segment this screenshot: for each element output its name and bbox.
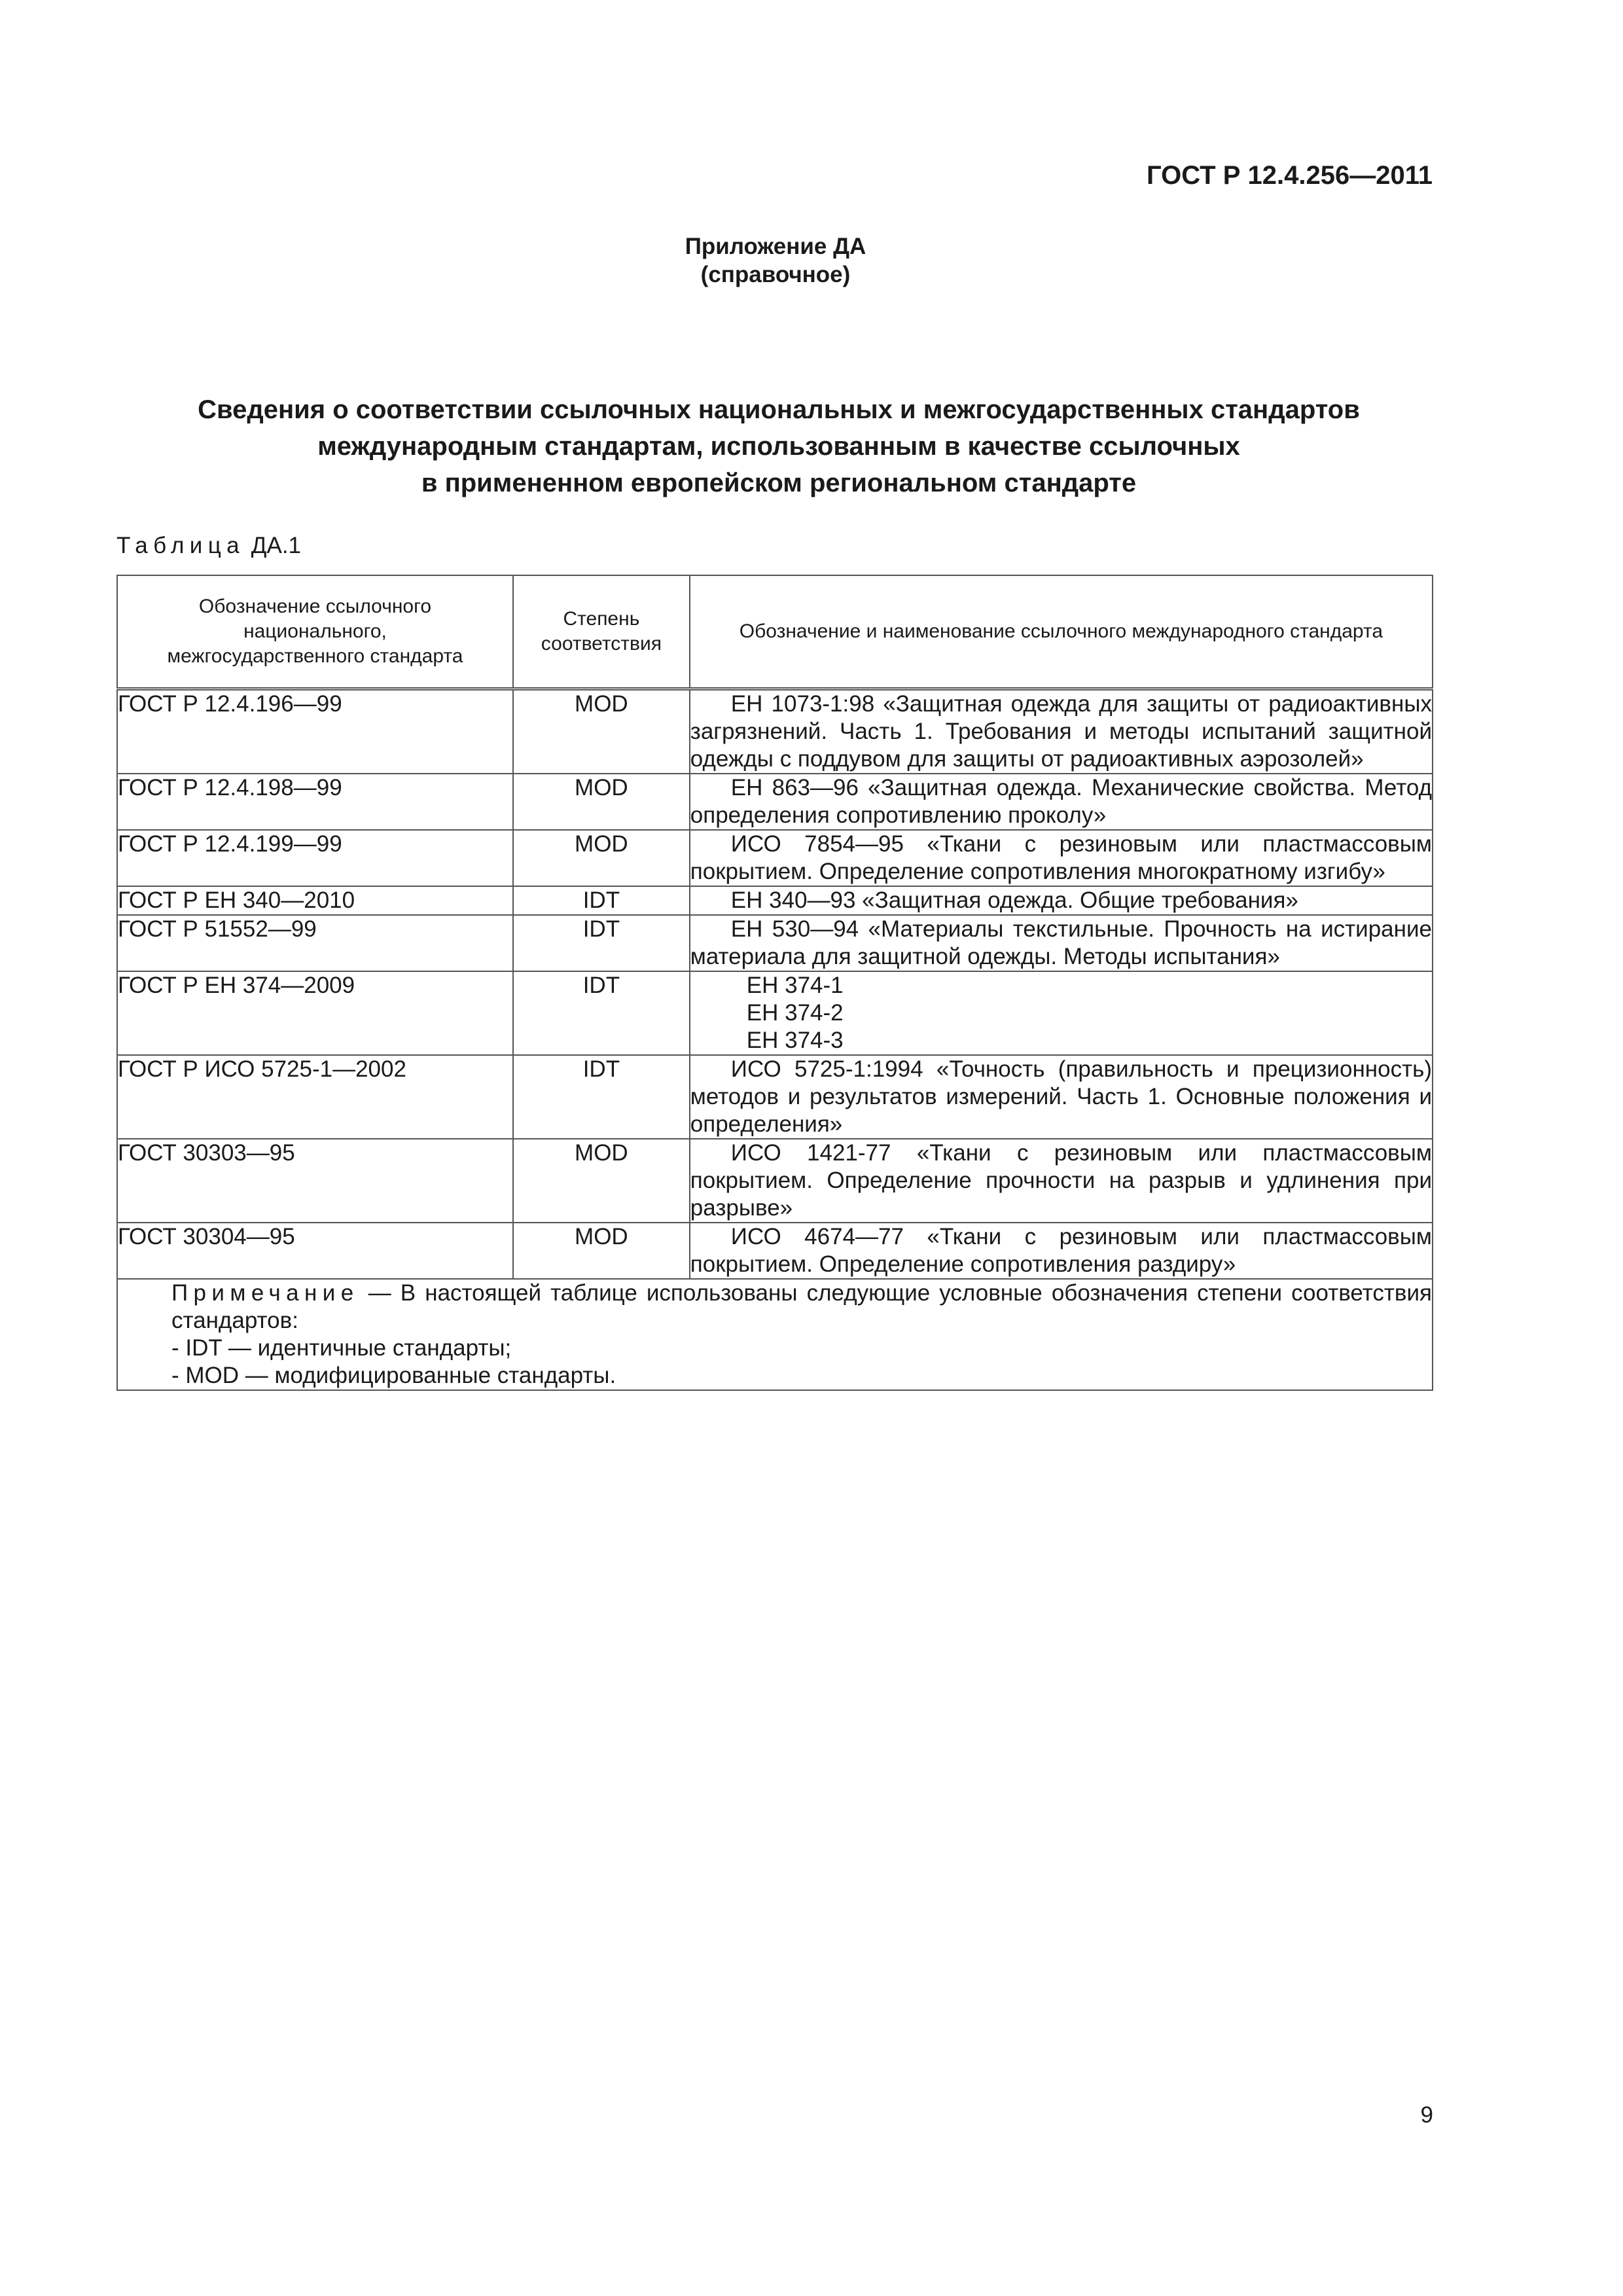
appendix-status: (справочное) bbox=[700, 262, 851, 287]
note-text: — В настоящей таблице использованы следующие условные обозначения степени соответствия стандартов: bbox=[171, 1280, 1432, 1333]
note-label: Примечание bbox=[171, 1280, 359, 1306]
table-note bbox=[117, 1279, 1433, 1390]
national-standard-cell: ГОСТ 30303—95 bbox=[117, 1139, 513, 1223]
national-standard-cell: ГОСТ Р 12.4.198—99 bbox=[117, 774, 513, 830]
table-row bbox=[117, 1055, 1433, 1139]
degree-cell: IDT bbox=[513, 886, 690, 915]
note-item: - MOD — модифицированные стандарты. bbox=[171, 1363, 616, 1388]
international-standard-cell: ЕН 530—94 «Материалы текстильные. Прочность на истирание материала для защитной одежды. Методы испытания» bbox=[690, 915, 1433, 971]
international-standard-cell: ЕН 1073-1:98 «Защитная одежда для защиты от радиоактивных загрязнений. Часть 1. Требования и методы испытаний защитной одежды с поддувом для защиты от радиоактивных аэрозолей» bbox=[690, 689, 1433, 774]
national-standard-cell: ГОСТ Р 51552—99 bbox=[117, 915, 513, 971]
table-row bbox=[117, 774, 1433, 830]
table-caption-id: ДА.1 bbox=[251, 533, 302, 558]
document-code: ГОСТ Р 12.4.256—2011 bbox=[1147, 161, 1433, 190]
appendix-name: Приложение ДА bbox=[685, 234, 866, 259]
international-standard-item: ЕН 374-2 bbox=[746, 1000, 844, 1026]
international-standard-item: ЕН 374-1 bbox=[746, 973, 844, 998]
national-standard-cell: ГОСТ 30304—95 bbox=[117, 1223, 513, 1279]
degree-cell: MOD bbox=[513, 1139, 690, 1223]
degree-cell: MOD bbox=[513, 774, 690, 830]
national-standard-cell: ГОСТ Р ИСО 5725-1—2002 bbox=[117, 1055, 513, 1139]
international-standard-cell: ИСО 4674—77 «Ткани с резиновым или пластмассовым покрытием. Определение сопротивления раздиру» bbox=[690, 1223, 1433, 1279]
international-standard-cell bbox=[690, 971, 1433, 1055]
degree-cell: MOD bbox=[513, 689, 690, 774]
international-standard-cell: ЕН 340—93 «Защитная одежда. Общие требования» bbox=[690, 886, 1433, 915]
degree-cell: IDT bbox=[513, 1055, 690, 1139]
title-line-3: в примененном европейском региональном стандарте bbox=[421, 469, 1137, 497]
appendix-title bbox=[0, 391, 1558, 501]
table-row bbox=[117, 886, 1433, 915]
header-national-standard: Обозначение ссылочного национального, межгосударственного стандарта bbox=[117, 575, 513, 689]
table-row bbox=[117, 1223, 1433, 1279]
table-row bbox=[117, 1139, 1433, 1223]
table-caption bbox=[116, 533, 301, 559]
degree-cell: IDT bbox=[513, 971, 690, 1055]
international-standard-cell: ИСО 5725-1:1994 «Точность (правильность и прецизионность) методов и результатов измерений. Часть 1. Основные положения и определения» bbox=[690, 1055, 1433, 1139]
note-item: - IDT — идентичные стандарты; bbox=[171, 1335, 512, 1361]
title-line-2: международным стандартам, использованным в качестве ссылочных bbox=[317, 432, 1240, 461]
table-row bbox=[117, 830, 1433, 886]
table-caption-word: Таблица bbox=[116, 533, 245, 558]
national-standard-cell: ГОСТ Р ЕН 340—2010 bbox=[117, 886, 513, 915]
international-standard-cell: ИСО 1421-77 «Ткани с резиновым или пластмассовым покрытием. Определение прочности на разрыв и удлинения при разрыве» bbox=[690, 1139, 1433, 1223]
international-standard-item: ЕН 374-3 bbox=[746, 1028, 844, 1053]
degree-cell: MOD bbox=[513, 830, 690, 886]
international-standard-cell: ИСО 7854—95 «Ткани с резиновым или пластмассовым покрытием. Определение сопротивления многократному изгибу» bbox=[690, 830, 1433, 886]
table-row bbox=[117, 689, 1433, 774]
title-line-1: Сведения о соответствии ссылочных национальных и межгосударственных стандартов bbox=[198, 395, 1360, 424]
header-degree: Степень соответствия bbox=[513, 575, 690, 689]
international-standard-cell: ЕН 863—96 «Защитная одежда. Механические свойства. Метод определения сопротивлению проколу» bbox=[690, 774, 1433, 830]
appendix-heading bbox=[0, 232, 1551, 289]
degree-cell: IDT bbox=[513, 915, 690, 971]
header-international-standard: Обозначение и наименование ссылочного международного стандарта bbox=[690, 575, 1433, 689]
national-standard-cell: ГОСТ Р ЕН 374—2009 bbox=[117, 971, 513, 1055]
table-header-row bbox=[117, 575, 1433, 689]
table-note-row bbox=[117, 1279, 1433, 1390]
table-row bbox=[117, 915, 1433, 971]
correspondence-table bbox=[116, 575, 1433, 1391]
table-row bbox=[117, 971, 1433, 1055]
page-number: 9 bbox=[1420, 2102, 1433, 2128]
degree-cell: MOD bbox=[513, 1223, 690, 1279]
national-standard-cell: ГОСТ Р 12.4.199—99 bbox=[117, 830, 513, 886]
national-standard-cell: ГОСТ Р 12.4.196—99 bbox=[117, 689, 513, 774]
